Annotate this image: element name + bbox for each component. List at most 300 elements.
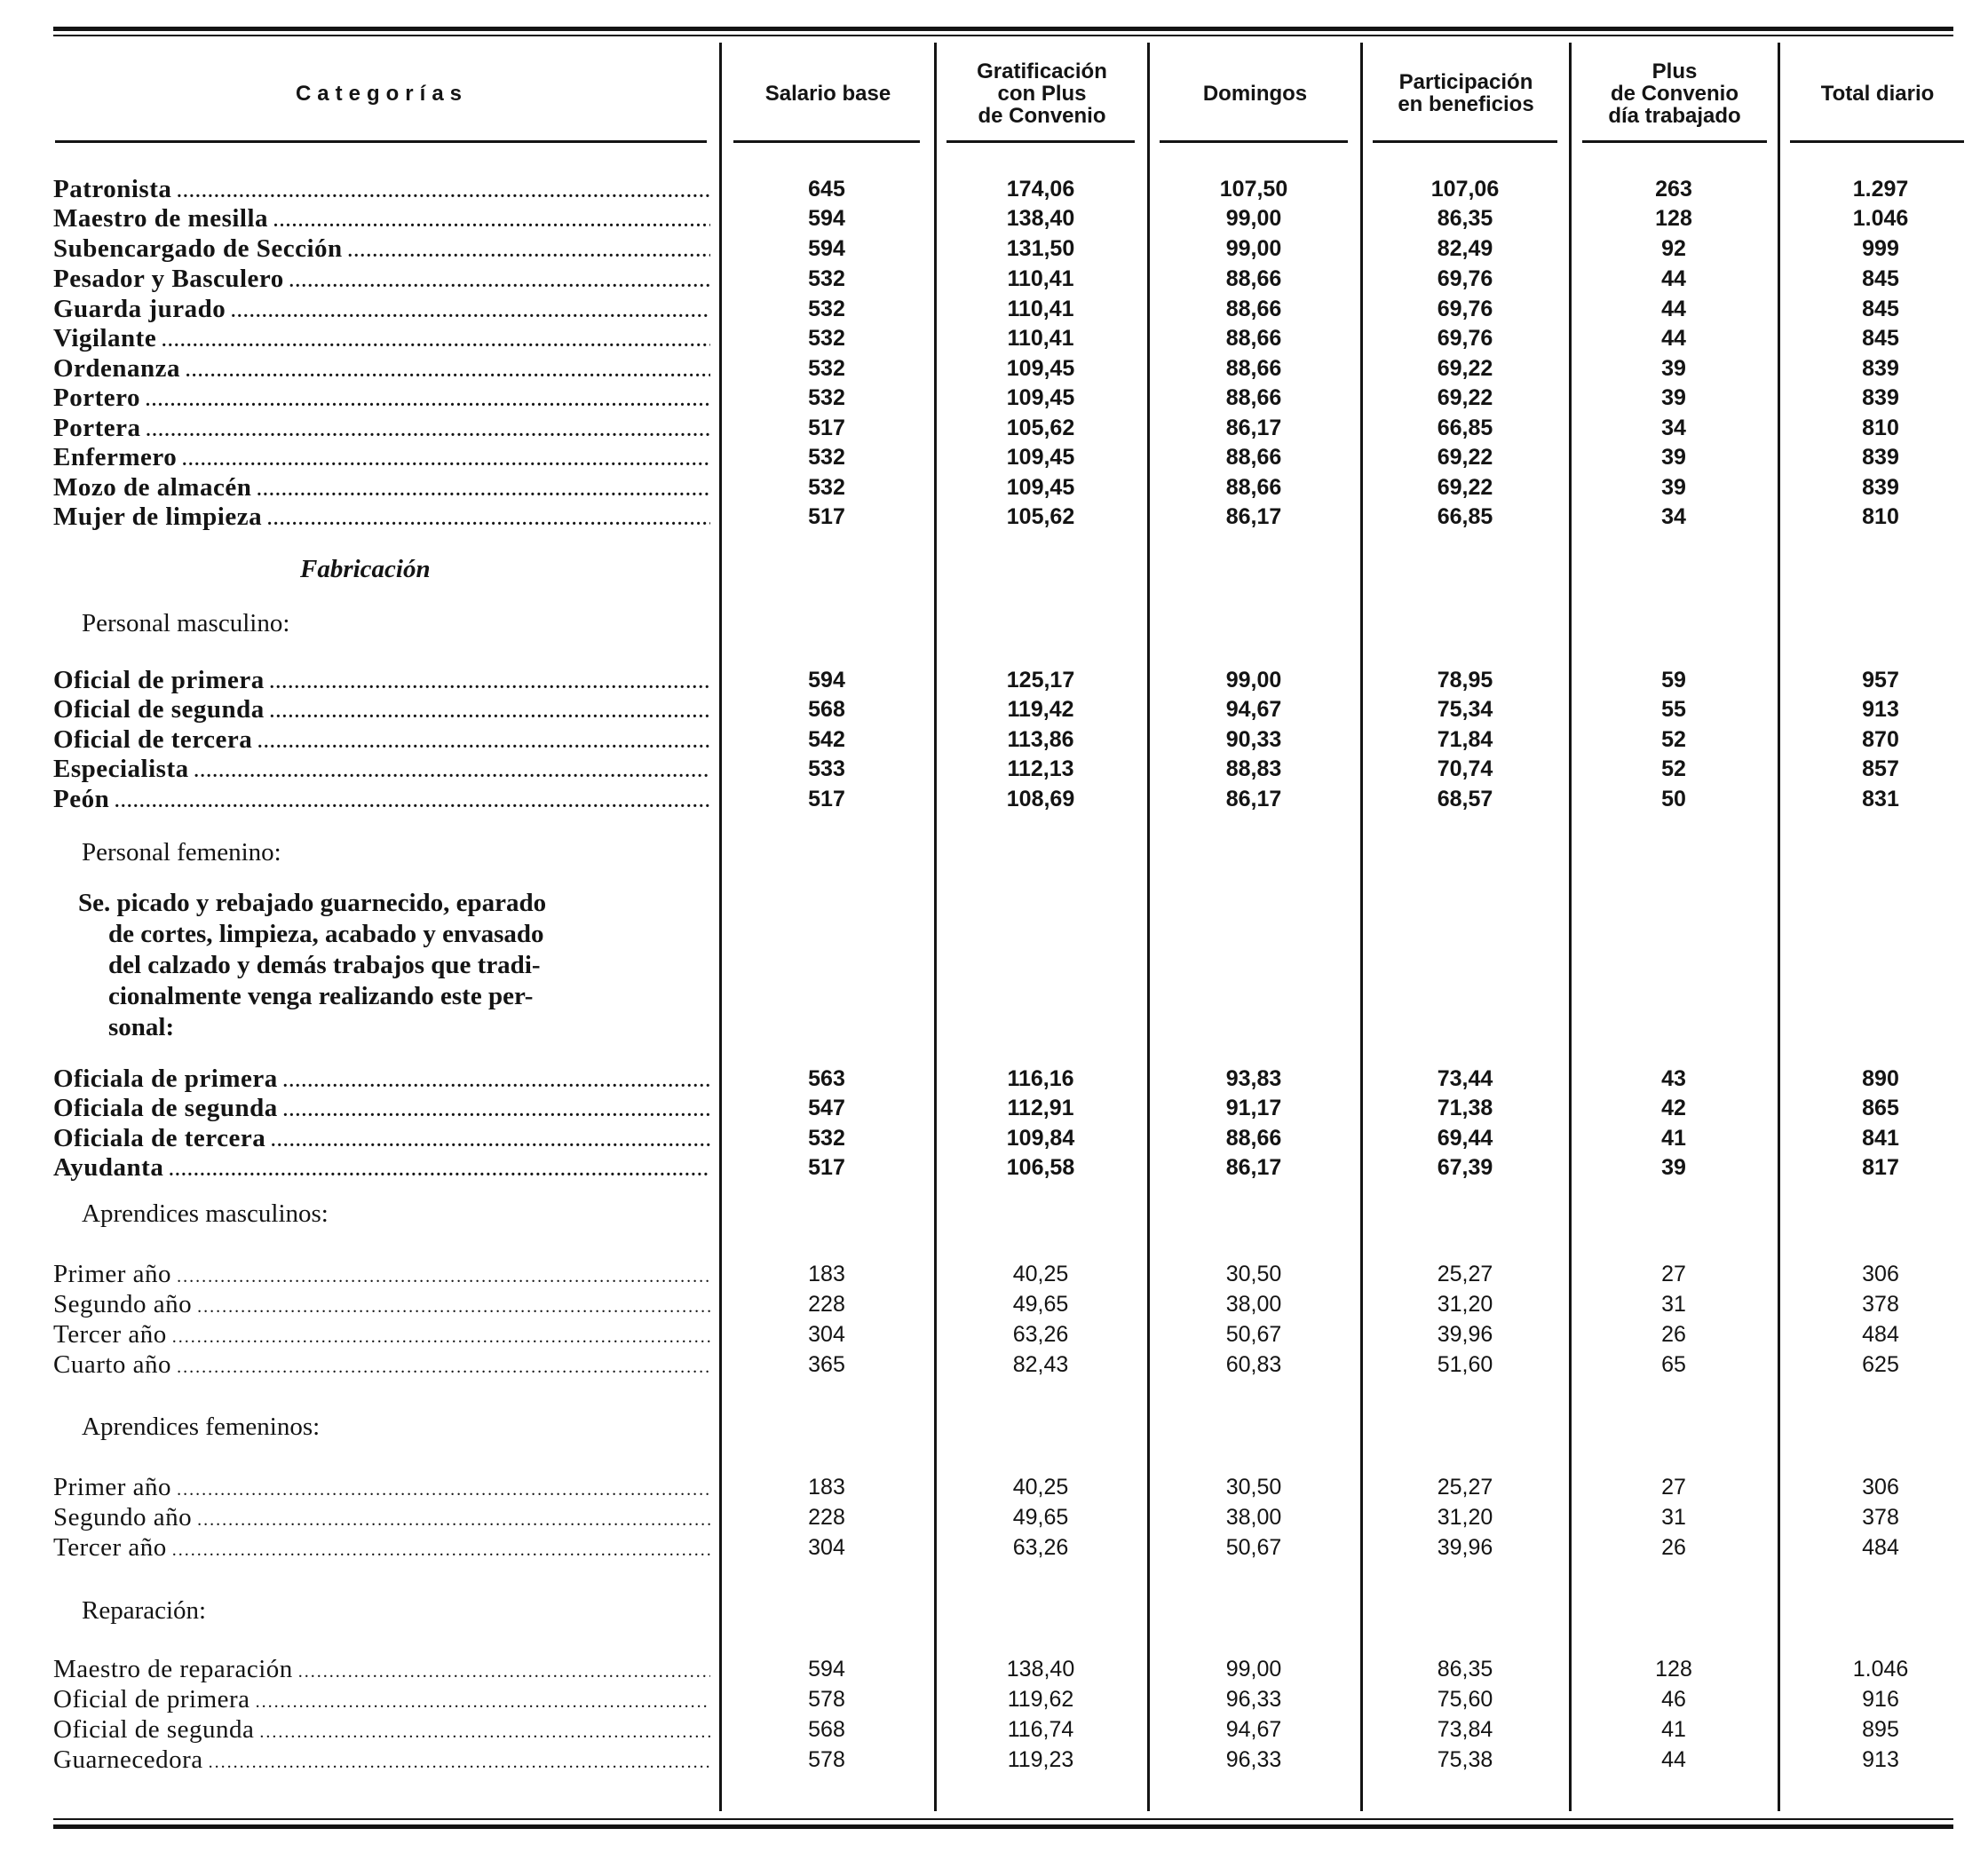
participacion-cell: 107,06	[1430, 177, 1500, 202]
gratificacion-cell: 112,91	[1007, 1096, 1074, 1120]
participacion-cell: 25,27	[1437, 1262, 1493, 1286]
salario-base-cell: 533	[808, 756, 845, 781]
table-row	[0, 1654, 1988, 1684]
row-category-text: Oficial de segunda	[53, 1715, 255, 1744]
total-diario-cell: 895	[1862, 1717, 1899, 1742]
section-heading: Aprendices masculinos:	[82, 1199, 329, 1228]
participacion-cell: 51,60	[1437, 1352, 1493, 1377]
domingos-cell: 88,66	[1225, 297, 1282, 321]
plus-cell: 27	[1661, 1475, 1686, 1500]
row-category-text: Maestro de reparación	[53, 1655, 293, 1683]
row-category-text: Guarnecedora	[53, 1745, 203, 1774]
row-category-text: Oficiala de primera	[53, 1065, 278, 1093]
domingos-cell: 107,50	[1219, 177, 1288, 202]
row-category	[53, 1152, 710, 1183]
table-row	[0, 1123, 1988, 1153]
leader-dots	[169, 1155, 710, 1183]
row-category	[53, 442, 710, 472]
header-total-text: Total diario	[1820, 81, 1935, 106]
header-total-diario	[1780, 44, 1975, 142]
gratificacion-cell: 119,62	[1007, 1687, 1074, 1712]
table-row	[0, 264, 1988, 294]
gratificacion-cell: 40,25	[1012, 1475, 1069, 1500]
leader-dots	[209, 1747, 710, 1775]
table-row	[0, 1714, 1988, 1745]
salario-base-cell: 365	[808, 1352, 845, 1377]
row-category	[53, 383, 710, 413]
gratificacion-cell: 138,40	[1006, 1657, 1075, 1682]
gratificacion-cell: 105,62	[1006, 416, 1075, 440]
domingos-cell: 88,83	[1225, 756, 1282, 781]
plus-cell: 31	[1661, 1292, 1686, 1317]
participacion-cell: 75,34	[1437, 697, 1493, 722]
row-category-text: Vigilante	[53, 324, 157, 352]
table-row	[0, 353, 1988, 384]
section-heading: Reparación:	[82, 1596, 207, 1625]
domingos-cell: 88,66	[1225, 475, 1282, 500]
domingos-cell: 99,00	[1225, 206, 1282, 231]
plus-cell: 50	[1661, 787, 1686, 811]
participacion-cell: 71,84	[1437, 727, 1493, 752]
participacion-cell: 69,76	[1437, 297, 1493, 321]
row-category	[53, 174, 710, 204]
participacion-cell: 31,20	[1437, 1292, 1493, 1317]
salario-base-cell: 547	[808, 1096, 845, 1120]
salario-base-cell: 183	[808, 1262, 845, 1286]
salario-base-cell: 517	[808, 787, 845, 811]
participacion-cell: 73,44	[1437, 1066, 1493, 1091]
plus-cell: 41	[1661, 1126, 1686, 1151]
plus-cell: 26	[1661, 1535, 1686, 1560]
total-diario-cell: 913	[1862, 697, 1899, 722]
participacion-cell: 25,27	[1437, 1475, 1493, 1500]
gratificacion-cell: 109,45	[1006, 356, 1075, 381]
participacion-cell: 69,22	[1437, 385, 1493, 410]
row-category-text: Mujer de limpieza	[53, 503, 263, 531]
gratificacion-cell: 63,26	[1012, 1322, 1069, 1347]
plus-cell: 52	[1661, 756, 1686, 781]
table-row	[0, 754, 1988, 784]
total-diario-cell: 484	[1862, 1322, 1899, 1347]
participacion-cell: 75,38	[1437, 1747, 1493, 1772]
row-category-text: Oficial de tercera	[53, 725, 253, 754]
total-diario-cell: 378	[1862, 1292, 1899, 1317]
row-category-text: Maestro de mesilla	[53, 204, 269, 233]
domingos-cell: 86,17	[1225, 416, 1282, 440]
domingos-cell: 94,67	[1225, 697, 1282, 722]
table-row	[0, 1319, 1988, 1349]
salario-base-cell: 532	[808, 297, 845, 321]
domingos-cell: 99,00	[1225, 236, 1282, 261]
plus-cell: 44	[1661, 1747, 1686, 1772]
gratificacion-cell: 131,50	[1006, 236, 1075, 261]
participacion-cell: 31,20	[1437, 1505, 1493, 1530]
domingos-cell: 88,66	[1225, 385, 1282, 410]
domingos-cell: 50,67	[1225, 1322, 1282, 1347]
row-category-text: Oficial de segunda	[53, 695, 265, 724]
row-category-text: Enfermero	[53, 443, 178, 471]
domingos-cell: 96,33	[1225, 1747, 1282, 1772]
participacion-cell: 71,38	[1437, 1096, 1493, 1120]
plus-cell: 39	[1661, 475, 1686, 500]
leader-dots	[283, 1096, 710, 1123]
total-diario-cell: 625	[1862, 1352, 1899, 1377]
domingos-cell: 86,17	[1225, 787, 1282, 811]
section-description	[78, 888, 709, 1043]
plus-cell: 52	[1661, 727, 1686, 752]
leader-dots	[197, 1505, 710, 1532]
participacion-cell: 86,35	[1437, 1657, 1493, 1682]
domingos-cell: 30,50	[1225, 1262, 1282, 1286]
salario-base-cell: 594	[808, 236, 845, 261]
leader-dots	[267, 504, 710, 532]
plus-cell: 92	[1661, 236, 1686, 261]
salario-base-cell: 563	[808, 1066, 845, 1091]
table-row	[0, 472, 1988, 503]
leader-dots	[256, 1687, 710, 1714]
row-category	[53, 323, 710, 353]
domingos-cell: 94,67	[1225, 1717, 1282, 1742]
row-category-text: Oficial de primera	[53, 666, 265, 694]
salario-base-cell: 542	[808, 727, 845, 752]
domingos-cell: 30,50	[1225, 1475, 1282, 1500]
leader-dots	[273, 206, 710, 233]
header-participacion-text: Participación en beneficios	[1398, 70, 1534, 116]
gratificacion-cell: 109,45	[1006, 475, 1075, 500]
gratificacion-cell: 109,45	[1006, 385, 1075, 410]
total-diario-cell: 916	[1862, 1687, 1899, 1712]
salario-base-cell: 578	[808, 1747, 845, 1772]
row-category-text: Peón	[53, 785, 110, 813]
plus-cell: 65	[1661, 1352, 1686, 1377]
salario-base-cell: 532	[808, 385, 845, 410]
leader-dots	[177, 1262, 710, 1289]
table-row	[0, 1152, 1988, 1183]
row-category-text: Portero	[53, 384, 140, 412]
plus-cell: 39	[1661, 445, 1686, 470]
table-row	[0, 665, 1988, 695]
row-category	[53, 413, 710, 443]
total-diario-cell: 1.046	[1852, 1657, 1909, 1682]
salario-base-cell: 532	[808, 1126, 845, 1151]
total-diario-cell: 845	[1862, 266, 1899, 291]
leader-dots	[257, 475, 710, 503]
salario-base-cell: 532	[808, 356, 845, 381]
row-category-text: Cuarto año	[53, 1350, 172, 1379]
plus-cell: 44	[1661, 266, 1686, 291]
total-diario-cell: 810	[1862, 504, 1899, 529]
section-heading: Fabricación	[300, 555, 431, 583]
plus-cell: 41	[1661, 1717, 1686, 1742]
leader-dots	[172, 1535, 710, 1563]
header-domingos-text: Domingos	[1202, 81, 1308, 106]
table-row	[0, 1532, 1988, 1563]
gratificacion-cell: 119,23	[1007, 1747, 1074, 1772]
domingos-cell: 88,66	[1225, 1126, 1282, 1151]
description-line: Se. picado y rebajado guarnecido, eparado	[78, 889, 547, 917]
row-category	[53, 1349, 710, 1380]
gratificacion-cell: 49,65	[1012, 1505, 1069, 1530]
domingos-cell: 91,17	[1225, 1096, 1282, 1120]
participacion-cell: 70,74	[1437, 756, 1493, 781]
leader-dots	[162, 326, 710, 353]
leader-dots	[283, 1066, 710, 1094]
salario-base-cell: 594	[808, 206, 845, 231]
header-gratificacion-text: Gratificación con Plus de Convenio	[977, 59, 1107, 128]
gratificacion-cell: 110,41	[1007, 326, 1074, 351]
row-category	[53, 694, 710, 724]
table-row	[0, 1349, 1988, 1380]
row-category	[53, 1289, 710, 1319]
gratificacion-cell: 116,16	[1007, 1066, 1074, 1091]
domingos-cell: 93,83	[1225, 1066, 1282, 1091]
table-row	[0, 1259, 1988, 1289]
total-diario-cell: 890	[1862, 1066, 1899, 1091]
row-category	[53, 1319, 710, 1349]
plus-cell: 44	[1661, 297, 1686, 321]
participacion-cell: 39,96	[1437, 1322, 1493, 1347]
leader-dots	[270, 668, 710, 695]
plus-cell: 128	[1655, 1657, 1692, 1682]
gratificacion-cell: 110,41	[1007, 266, 1074, 291]
gratificacion-cell: 113,86	[1007, 727, 1074, 752]
row-category	[53, 294, 710, 324]
plus-cell: 31	[1661, 1505, 1686, 1530]
description-line: sonal:	[108, 1013, 175, 1041]
row-category	[53, 724, 710, 755]
plus-cell: 42	[1661, 1096, 1686, 1120]
total-diario-cell: 841	[1862, 1126, 1899, 1151]
salario-base-cell: 517	[808, 504, 845, 529]
table-row	[0, 502, 1988, 532]
total-diario-cell: 306	[1862, 1475, 1899, 1500]
leader-dots	[257, 727, 710, 755]
plus-cell: 34	[1661, 416, 1686, 440]
row-category	[53, 353, 710, 384]
description-line: de cortes, limpieza, acabado y envasado	[108, 920, 544, 948]
row-category-text: Portera	[53, 414, 141, 442]
row-category-text: Patronista	[53, 175, 172, 203]
table-row	[0, 1064, 1988, 1094]
row-category	[53, 1684, 710, 1714]
participacion-cell: 69,44	[1437, 1126, 1493, 1151]
leader-dots	[197, 1292, 710, 1319]
participacion-cell: 82,49	[1437, 236, 1493, 261]
salario-base-cell: 568	[808, 1717, 845, 1742]
gratificacion-cell: 125,17	[1006, 668, 1075, 693]
plus-cell: 44	[1661, 326, 1686, 351]
row-category	[53, 754, 710, 784]
table-row	[0, 442, 1988, 472]
salario-base-cell: 532	[808, 326, 845, 351]
salario-base-cell: 517	[808, 1155, 845, 1180]
leader-dots	[115, 787, 710, 814]
participacion-cell: 69,76	[1437, 326, 1493, 351]
row-category-text: Mozo de almacén	[53, 473, 252, 502]
row-category-text: Tercer año	[53, 1533, 167, 1562]
participacion-cell: 39,96	[1437, 1535, 1493, 1560]
leader-dots	[289, 266, 710, 294]
plus-cell: 55	[1661, 697, 1686, 722]
row-category-text: Primer año	[53, 1260, 172, 1288]
total-diario-cell: 845	[1862, 326, 1899, 351]
total-diario-cell: 839	[1862, 475, 1899, 500]
gratificacion-cell: 110,41	[1007, 297, 1074, 321]
gratificacion-cell: 108,69	[1006, 787, 1075, 811]
row-category-text: Pesador y Basculero	[53, 265, 284, 293]
plus-cell: 26	[1661, 1322, 1686, 1347]
total-diario-cell: 839	[1862, 356, 1899, 381]
gratificacion-cell: 174,06	[1006, 177, 1075, 202]
plus-cell: 43	[1661, 1066, 1686, 1091]
table-row	[0, 724, 1988, 755]
gratificacion-cell: 116,74	[1007, 1717, 1074, 1742]
total-diario-cell: 1.297	[1852, 177, 1909, 202]
domingos-cell: 86,17	[1225, 1155, 1282, 1180]
plus-cell: 39	[1661, 356, 1686, 381]
salario-base-cell: 594	[808, 1657, 845, 1682]
table-row	[0, 1502, 1988, 1532]
leader-dots	[177, 177, 710, 204]
total-diario-cell: 484	[1862, 1535, 1899, 1560]
participacion-cell: 69,76	[1437, 266, 1493, 291]
table-row	[0, 1745, 1988, 1775]
row-category-text: Ordenanza	[53, 354, 181, 383]
row-category-text: Oficial de primera	[53, 1685, 250, 1713]
leader-dots	[146, 385, 710, 413]
leader-dots	[177, 1352, 710, 1380]
participacion-cell: 75,60	[1437, 1687, 1493, 1712]
domingos-cell: 38,00	[1225, 1292, 1282, 1317]
table-row	[0, 1684, 1988, 1714]
row-category	[53, 1745, 710, 1775]
table-row	[0, 174, 1988, 204]
participacion-cell: 86,35	[1437, 206, 1493, 231]
participacion-cell: 78,95	[1437, 668, 1493, 693]
row-category	[53, 203, 710, 233]
salario-base-cell: 578	[808, 1687, 845, 1712]
table-row	[0, 233, 1988, 264]
gratificacion-cell: 63,26	[1012, 1535, 1069, 1560]
table-row	[0, 413, 1988, 443]
description-line: del calzado y demás trabajos que tradi-	[108, 951, 541, 979]
section-heading: Personal femenino:	[82, 838, 281, 867]
leader-dots	[231, 297, 710, 324]
participacion-cell: 67,39	[1437, 1155, 1493, 1180]
top-rule-thick	[53, 27, 1953, 31]
salario-base-cell: 228	[808, 1292, 845, 1317]
leader-dots	[172, 1322, 710, 1349]
header-categorias-text: Categorías	[295, 81, 469, 106]
header-participacion	[1363, 44, 1569, 142]
row-category	[53, 472, 710, 503]
leader-dots	[298, 1657, 710, 1684]
domingos-cell: 88,66	[1225, 326, 1282, 351]
plus-cell: 263	[1655, 177, 1692, 202]
total-diario-cell: 999	[1862, 236, 1899, 261]
salario-base-cell: 517	[808, 416, 845, 440]
header-gratificacion	[937, 44, 1147, 142]
domingos-cell: 88,66	[1225, 445, 1282, 470]
header-plus	[1572, 44, 1778, 142]
row-category	[53, 665, 710, 695]
salario-base-cell: 304	[808, 1322, 845, 1347]
total-diario-cell: 1.046	[1852, 206, 1909, 231]
row-category	[53, 1064, 710, 1094]
leader-dots	[147, 416, 711, 443]
row-category	[53, 502, 710, 532]
gratificacion-cell: 106,58	[1006, 1155, 1075, 1180]
total-diario-cell: 378	[1862, 1505, 1899, 1530]
row-category	[53, 784, 710, 814]
plus-cell: 39	[1661, 385, 1686, 410]
row-category	[53, 1502, 710, 1532]
row-category-text: Guarda jurado	[53, 295, 226, 323]
row-category	[53, 1714, 710, 1745]
total-diario-cell: 831	[1862, 787, 1899, 811]
leader-dots	[177, 1475, 710, 1502]
participacion-cell: 73,84	[1437, 1717, 1493, 1742]
gratificacion-cell: 119,42	[1007, 697, 1074, 722]
row-category-text: Oficiala de tercera	[53, 1124, 266, 1152]
salario-base-cell: 594	[808, 668, 845, 693]
gratificacion-cell: 112,13	[1007, 756, 1074, 781]
leader-dots	[271, 1126, 710, 1153]
salario-base-cell: 228	[808, 1505, 845, 1530]
row-category-text: Subencargado de Sección	[53, 234, 343, 263]
gratificacion-cell: 40,25	[1012, 1262, 1069, 1286]
row-category-text: Segundo año	[53, 1290, 193, 1318]
total-diario-cell: 839	[1862, 445, 1899, 470]
participacion-cell: 66,85	[1437, 416, 1493, 440]
table-row	[0, 784, 1988, 814]
gratificacion-cell: 105,62	[1006, 504, 1075, 529]
table-row	[0, 323, 1988, 353]
section-heading: Aprendices femeninos:	[82, 1413, 321, 1441]
table-row	[0, 203, 1988, 233]
domingos-cell: 90,33	[1225, 727, 1282, 752]
salario-base-cell: 304	[808, 1535, 845, 1560]
row-category	[53, 1472, 710, 1502]
participacion-cell: 69,22	[1437, 445, 1493, 470]
domingos-cell: 50,67	[1225, 1535, 1282, 1560]
total-diario-cell: 810	[1862, 416, 1899, 440]
plus-cell: 39	[1661, 1155, 1686, 1180]
description-line: cionalmente venga realizando este per-	[108, 982, 534, 1010]
salario-base-cell: 568	[808, 697, 845, 722]
row-category	[53, 233, 710, 264]
total-diario-cell: 870	[1862, 727, 1899, 752]
domingos-cell: 60,83	[1225, 1352, 1282, 1377]
total-diario-cell: 957	[1862, 668, 1899, 693]
plus-cell: 46	[1661, 1687, 1686, 1712]
bottom-rule-thin	[53, 1818, 1953, 1820]
domingos-cell: 88,66	[1225, 266, 1282, 291]
row-category	[53, 1123, 710, 1153]
salario-base-cell: 645	[808, 177, 845, 202]
leader-dots	[186, 356, 710, 384]
participacion-cell: 69,22	[1437, 475, 1493, 500]
header-salario-text: Salario base	[764, 81, 891, 106]
table-row	[0, 1472, 1988, 1502]
header-salario-base	[722, 44, 934, 142]
domingos-cell: 99,00	[1225, 1657, 1282, 1682]
leader-dots	[194, 756, 710, 784]
total-diario-cell: 817	[1862, 1155, 1899, 1180]
leader-dots	[259, 1717, 710, 1745]
table-row	[0, 294, 1988, 324]
row-category	[53, 264, 710, 294]
